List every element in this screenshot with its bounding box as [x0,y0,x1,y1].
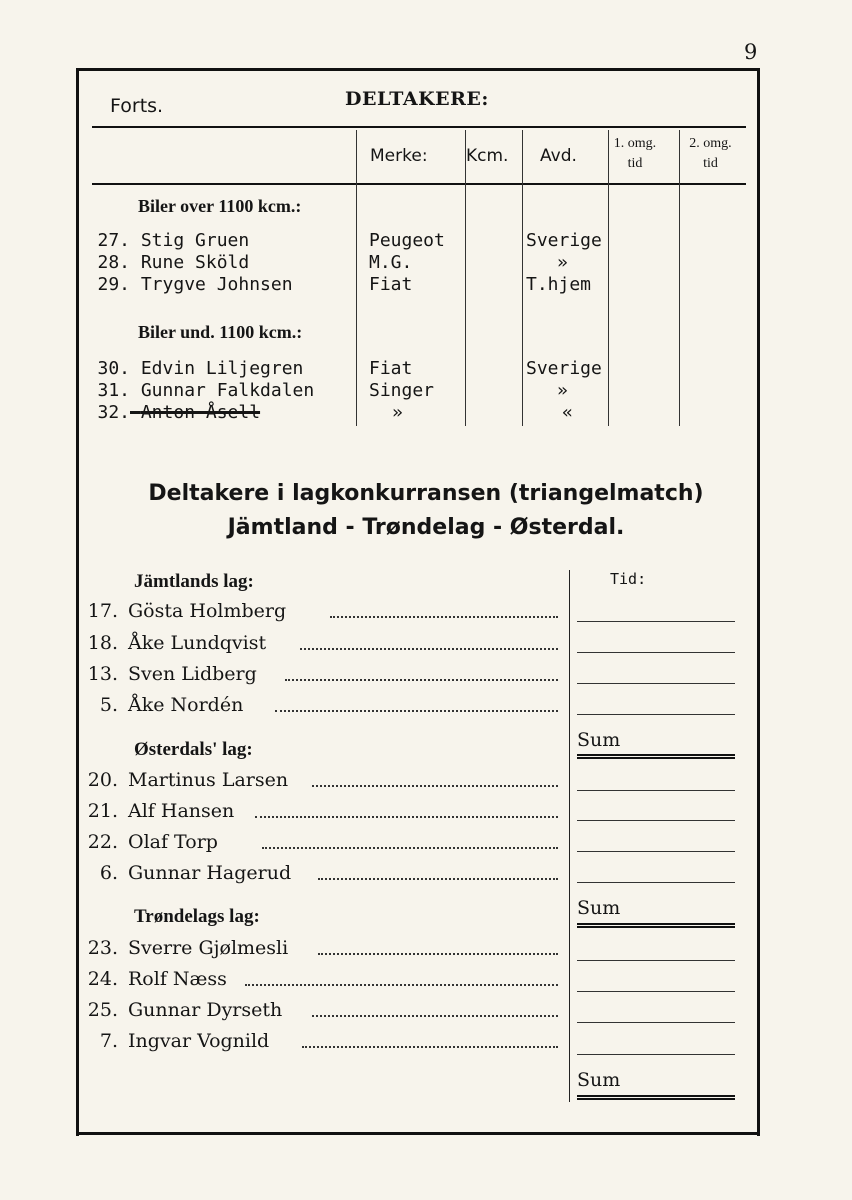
member-name: Gunnar Dyrseth [128,999,283,1021]
frame-top-rule [76,68,760,71]
time-answer-line [577,621,735,622]
member-name: Sverre Gjølmesli [128,937,289,959]
time-answer-line [577,714,735,715]
team-competition-subtitle: Jämtland - Trøndelag - Østerdal. [227,515,625,540]
col-divider-merke [356,130,357,426]
team-member-row [78,1030,269,1052]
participant-merke: Fiat [369,358,413,379]
member-number: 7. [99,1030,118,1052]
member-name: Gösta Holmberg [128,600,287,622]
sum-double-rule [577,1095,735,1100]
participant-row [92,274,293,295]
team-member-row [78,694,243,716]
team-member-row [78,800,234,822]
participant-row [92,358,303,379]
col-header-avd: Avd. [540,146,577,166]
page-number: 9 [744,40,758,64]
participant-number: 29. [97,274,130,295]
header-rule-bottom [92,183,746,185]
dot-leader [262,847,558,849]
member-number: 25. [87,999,118,1021]
participant-merke: Fiat [369,274,413,295]
member-number: 17. [87,600,118,622]
participant-number: 30. [97,358,130,379]
participant-number: 31. [97,380,130,401]
dot-leader [275,710,558,712]
time-answer-line [577,882,735,883]
dot-leader [330,616,558,618]
col-header-omg1 [605,134,665,174]
member-name: Olaf Torp [128,831,218,853]
time-answer-line [577,1022,735,1023]
participant-avd: Sverige [526,230,602,251]
time-answer-line [577,790,735,791]
participant-merke: » [392,402,403,423]
member-number: 20. [87,769,118,791]
participant-merke: Peugeot [369,230,445,251]
participant-row [92,252,249,273]
team-member-row [78,600,286,622]
tid-label: Tid: [610,570,647,588]
time-answer-line [577,820,735,821]
time-answer-line [577,683,735,684]
team-member-row [78,769,288,791]
participant-number: 32. [97,402,130,423]
sum-label: Sum [577,1069,621,1091]
time-answer-line [577,851,735,852]
member-number: 23. [87,937,118,959]
team-member-row [78,999,282,1021]
time-answer-line [577,1054,735,1055]
omg1-line1: 1. omg. [613,136,657,151]
section-title-over-1100: Biler over 1100 kcm.: [138,196,302,216]
participant-merke: M.G. [369,252,413,273]
tid-column-divider [569,570,570,1102]
member-number: 22. [87,831,118,853]
dot-leader [312,1015,558,1017]
participant-avd: » [557,252,568,273]
sum-double-rule [577,923,735,928]
participant-avd: » [557,380,568,401]
dot-leader [302,1046,558,1048]
dot-leader [318,878,558,880]
team-member-row [78,632,266,654]
participant-name: Rune Sköld [140,252,250,273]
member-name: Åke Nordén [128,694,244,716]
team-member-row [78,831,218,853]
omg2-line2: tid [703,156,718,171]
team-label-osterdal: Østerdals' lag: [134,739,253,760]
member-name: Sven Lidberg [128,663,257,685]
member-name: Alf Hansen [128,800,235,822]
member-name: Ingvar Vognild [128,1030,270,1052]
frame-right-rule [757,68,760,1136]
col-header-merke: Merke: [370,146,428,166]
col-divider-kcm [465,130,466,426]
member-number: 21. [87,800,118,822]
sum-double-rule [577,754,735,759]
dot-leader [312,785,558,787]
member-number: 24. [87,968,118,990]
dot-leader [245,984,558,986]
dot-leader [255,816,558,818]
forts-label: Forts. [110,95,164,117]
team-member-row [78,968,227,990]
sum-label: Sum [577,729,621,751]
member-number: 5. [99,694,118,716]
col-divider-omg1 [608,130,609,426]
dot-leader [285,679,558,681]
time-answer-line [577,960,735,961]
participant-row [92,230,249,251]
member-number: 6. [99,862,118,884]
member-name: Rolf Næss [128,968,227,990]
time-answer-line [577,991,735,992]
dot-leader [300,648,558,650]
header-rule-top [92,126,746,128]
participant-name: Anton Åsell [140,402,261,423]
participant-row-struck [92,402,260,423]
team-competition-title: Deltakere i lagkonkurransen (triangelmatch) [148,481,704,506]
participant-name: Stig Gruen [140,230,250,251]
team-member-row [78,937,288,959]
participant-name: Trygve Johnsen [140,274,293,295]
participant-number: 27. [97,230,130,251]
participant-avd: T.hjem [526,274,592,295]
col-header-kcm: Kcm. [466,146,509,166]
omg2-line1: 2. omg. [689,136,732,151]
participant-number: 28. [97,252,130,273]
team-member-row [78,663,257,685]
team-label-trondelag: Trøndelags lag: [134,906,260,927]
col-divider-omg2 [679,130,680,426]
col-header-omg2 [678,134,743,174]
participant-name: Gunnar Falkdalen [140,380,315,401]
omg1-line2: tid [627,156,643,171]
member-name: Åke Lundqvist [128,632,267,654]
member-number: 13. [87,663,118,685]
team-member-row [78,862,291,884]
dot-leader [318,953,558,955]
participant-avd: Sverige [526,358,602,379]
participant-name: Edvin Liljegren [140,358,304,379]
time-answer-line [577,652,735,653]
participant-avd: « [562,402,573,423]
member-name: Gunnar Hagerud [128,862,292,884]
sum-label: Sum [577,897,621,919]
participant-merke: Singer [369,380,435,401]
section-title-under-1100: Biler und. 1100 kcm.: [138,322,303,342]
member-number: 18. [87,632,118,654]
frame-bottom-rule [76,1132,760,1135]
team-label-jamtland: Jämtlands lag: [134,571,254,592]
col-divider-avd [522,130,523,426]
member-name: Martinus Larsen [128,769,289,791]
page-heading: DELTAKERE: [345,88,489,110]
participant-row [92,380,314,401]
